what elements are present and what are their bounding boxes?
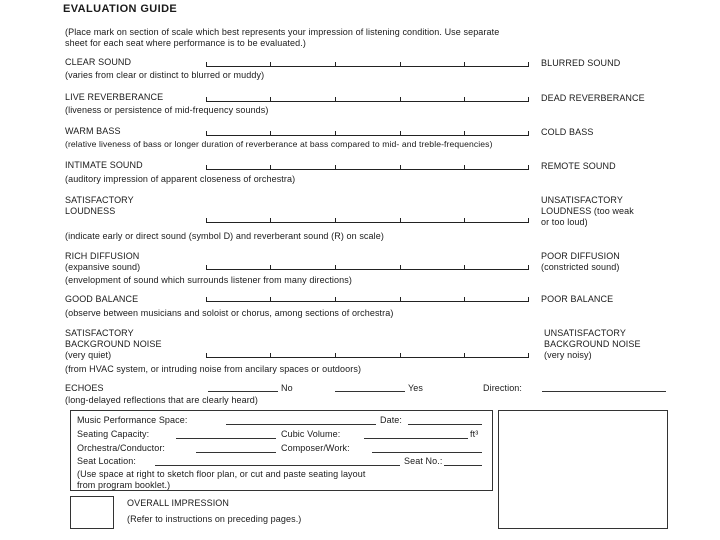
- intimacy-scale[interactable]: [206, 161, 529, 170]
- composer-field[interactable]: [372, 452, 482, 453]
- unsatisfactory-loudness-label-2: LOUDNESS (too weak: [541, 206, 634, 216]
- space-label: Music Performance Space:: [77, 415, 188, 425]
- poor-balance-label: POOR BALANCE: [541, 294, 614, 304]
- intimate-sound-label: INTIMATE SOUND: [65, 160, 143, 170]
- echoes-description: (long-delayed reflections that are clearly heard): [65, 395, 258, 405]
- clear-sound-label: CLEAR SOUND: [65, 57, 132, 67]
- clear-sound-description: (varies from clear or distinct to blurred or muddy): [65, 70, 265, 80]
- instructions-line-2: sheet for each seat where performance is to be evaluated.): [65, 38, 306, 48]
- page-title: EVALUATION GUIDE: [63, 3, 178, 15]
- good-balance-label: GOOD BALANCE: [65, 294, 139, 304]
- diffusion-description: (envelopment of sound which surrounds listener from many directions): [65, 275, 352, 285]
- echoes-label: ECHOES: [65, 383, 104, 393]
- intimacy-description: (auditory impression of apparent closeness of orchestra): [65, 174, 296, 184]
- noise-description: (from HVAC system, or intruding noise from ancilary spaces or outdoors): [65, 364, 362, 374]
- sketch-note-line-1: (Use space at right to sketch floor plan, or cut and paste seating layout: [77, 469, 366, 479]
- volume-label: Cubic Volume:: [281, 429, 341, 439]
- echoes-yes-line[interactable]: [335, 391, 405, 392]
- satisfactory-noise-label-1: SATISFACTORY: [65, 328, 134, 338]
- date-label: Date:: [380, 415, 403, 425]
- unsatisfactory-loudness-label-3: or too loud): [541, 217, 588, 227]
- overall-impression-title: OVERALL IMPRESSION: [127, 498, 229, 508]
- clear-sound-scale[interactable]: [206, 58, 529, 67]
- unsatisfactory-noise-label-3: (very noisy): [544, 350, 592, 360]
- loudness-scale[interactable]: [206, 214, 529, 223]
- poor-diffusion-label-1: POOR DIFFUSION: [541, 251, 620, 261]
- blurred-sound-label: BLURRED SOUND: [541, 58, 621, 68]
- volume-field[interactable]: [364, 438, 468, 439]
- unsatisfactory-noise-label-1: UNSATISFACTORY: [544, 328, 626, 338]
- diffusion-scale[interactable]: [206, 261, 529, 270]
- echoes-direction-line[interactable]: [542, 391, 666, 392]
- space-field[interactable]: [226, 424, 376, 425]
- unsatisfactory-loudness-label-1: UNSATISFACTORY: [541, 195, 623, 205]
- reverberance-description: (liveness or persistence of mid-frequency sounds): [65, 105, 269, 115]
- composer-label: Composer/Work:: [281, 443, 350, 453]
- seat-number-field[interactable]: [444, 465, 482, 466]
- sketch-note-line-2: from program booklet.): [77, 480, 171, 490]
- overall-impression-note: (Refer to instructions on preceding pages.): [127, 514, 302, 524]
- satisfactory-noise-label-3: (very quiet): [65, 350, 112, 360]
- conductor-label: Orchestra/Conductor:: [77, 443, 166, 453]
- satisfactory-noise-label-2: BACKGROUND NOISE: [65, 339, 162, 349]
- overall-impression-checkbox[interactable]: [70, 496, 114, 529]
- cold-bass-label: COLD BASS: [541, 127, 594, 137]
- bass-description: (relative liveness of bass or longer duration of reverberance at bass compared to mid- and treble-frequencies): [65, 139, 493, 149]
- dead-reverberance-label: DEAD REVERBERANCE: [541, 93, 645, 103]
- satisfactory-loudness-label-1: SATISFACTORY: [65, 195, 134, 205]
- noise-scale[interactable]: [206, 349, 529, 358]
- loudness-description: (indicate early or direct sound (symbol D) and reverberant sound (R) on scale): [65, 231, 384, 241]
- conductor-field[interactable]: [196, 452, 276, 453]
- satisfactory-loudness-label-2: LOUDNESS: [65, 206, 116, 216]
- warm-bass-label: WARM BASS: [65, 126, 121, 136]
- seat-location-label: Seat Location:: [77, 456, 136, 466]
- reverberance-scale[interactable]: [206, 93, 529, 102]
- rich-diffusion-label-1: RICH DIFFUSION: [65, 251, 140, 261]
- unsatisfactory-noise-label-2: BACKGROUND NOISE: [544, 339, 641, 349]
- echoes-yes-label: Yes: [408, 383, 423, 393]
- volume-unit: ft³: [470, 429, 479, 439]
- rich-diffusion-label-2: (expansive sound): [65, 262, 141, 272]
- echoes-no-label: No: [281, 383, 293, 393]
- poor-diffusion-label-2: (constricted sound): [541, 262, 620, 272]
- capacity-label: Seating Capacity:: [77, 429, 150, 439]
- seat-location-field[interactable]: [155, 465, 400, 466]
- seat-number-label: Seat No.:: [404, 456, 443, 466]
- instructions-line-1: (Place mark on section of scale which best represents your impression of listening condition. Use separate: [65, 27, 500, 37]
- floor-plan-sketch-box[interactable]: [498, 410, 668, 529]
- bass-scale[interactable]: [206, 127, 529, 136]
- balance-scale[interactable]: [206, 293, 529, 302]
- echoes-no-line[interactable]: [208, 391, 278, 392]
- live-reverberance-label: LIVE REVERBERANCE: [65, 92, 164, 102]
- date-field[interactable]: [408, 424, 482, 425]
- capacity-field[interactable]: [176, 438, 276, 439]
- echoes-direction-label: Direction:: [483, 383, 523, 393]
- balance-description: (observe between musicians and soloist or chorus, among sections of orchestra): [65, 308, 394, 318]
- remote-sound-label: REMOTE SOUND: [541, 161, 616, 171]
